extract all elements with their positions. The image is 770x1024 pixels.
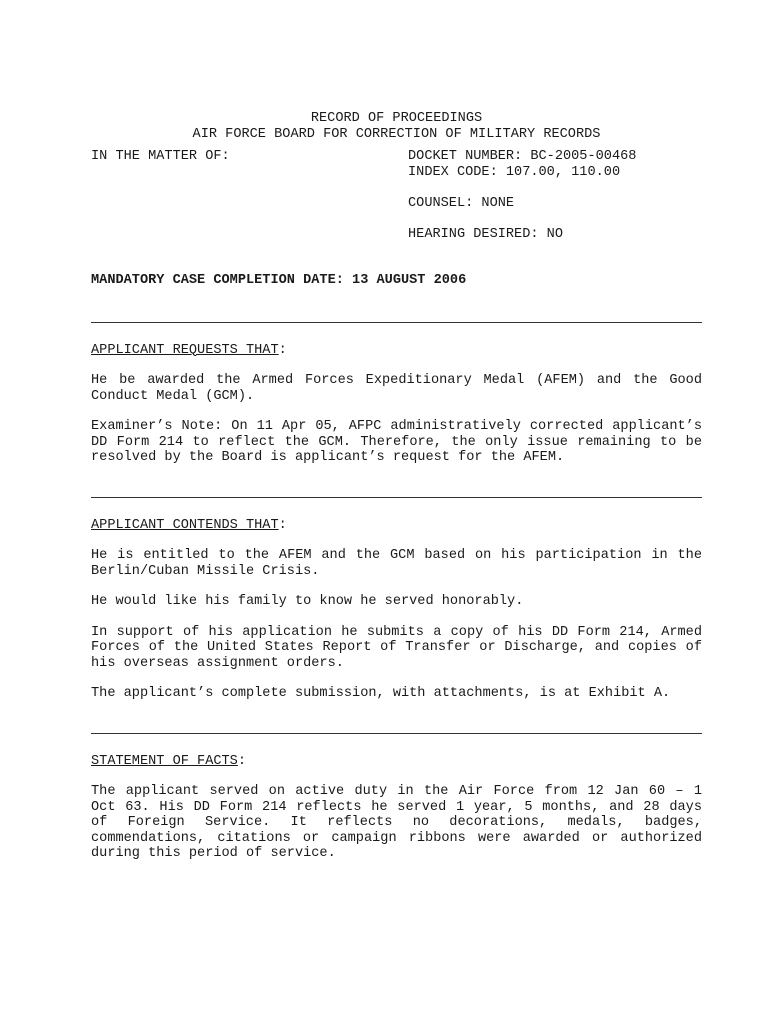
contends-heading-text: APPLICANT CONTENDS THAT: [91, 517, 279, 533]
matter-row: [91, 149, 702, 165]
facts-heading: STATEMENT OF FACTS:: [91, 753, 247, 769]
facts-paragraph-1: The applicant served on active duty in the Air Force from 12 Jan 60 – 1 Oct 63. His DD Form 214 reflects he served 1 year, 5 months, and 28 days of Foreign Service. It reflects no decorations, medals, badges, commendations, citations or campaign ribbons were awarded or authorized during this period of service.: [91, 784, 702, 861]
mandatory-completion-date: MANDATORY CASE COMPLETION DATE: 13 AUGUST 2006: [91, 273, 467, 288]
contends-paragraph-4: The applicant’s complete submission, with attachments, is at Exhibit A.: [91, 686, 671, 701]
document-subtitle: AIR FORCE BOARD FOR CORRECTION OF MILITARY RECORDS: [192, 126, 601, 142]
examiner-note: Examiner’s Note: On 11 Apr 05, AFPC administratively corrected applicant’s DD Form 214 to reflect the GCM. Therefore, the only issue remaining to be resolved by the Board is applicant’s request for the AFEM.: [91, 419, 702, 465]
requests-heading: APPLICANT REQUESTS THAT:: [91, 342, 287, 358]
section-divider: [91, 497, 702, 498]
section-divider: [91, 733, 702, 734]
contends-paragraph-2: He would like his family to know he served honorably.: [91, 594, 524, 609]
requests-paragraph-1: He be awarded the Armed Forces Expeditionary Medal (AFEM) and the Good Conduct Medal (GCM).: [91, 373, 702, 404]
requests-heading-text: APPLICANT REQUESTS THAT: [91, 342, 279, 358]
document-page: [91, 111, 702, 862]
counsel: COUNSEL: NONE: [408, 195, 515, 211]
section-divider: [91, 322, 702, 323]
facts-heading-text: STATEMENT OF FACTS: [91, 753, 238, 769]
hearing-desired: HEARING DESIRED: NO: [408, 226, 563, 242]
document-title: RECORD OF PROCEEDINGS: [310, 111, 483, 126]
docket-number: DOCKET NUMBER: BC-2005-00468: [408, 149, 637, 164]
matter-label: IN THE MATTER OF:: [91, 149, 230, 164]
contends-paragraph-1: He is entitled to the AFEM and the GCM based on his participation in the Berlin/Cuban Missile Crisis.: [91, 548, 702, 579]
contends-paragraph-3: In support of his application he submits a copy of his DD Form 214, Armed Forces of the United States Report of Transfer or Discharge, and copies of his overseas assignment orders.: [91, 624, 702, 671]
contends-heading: APPLICANT CONTENDS THAT:: [91, 517, 287, 533]
index-code: INDEX CODE: 107.00, 110.00: [408, 164, 621, 180]
